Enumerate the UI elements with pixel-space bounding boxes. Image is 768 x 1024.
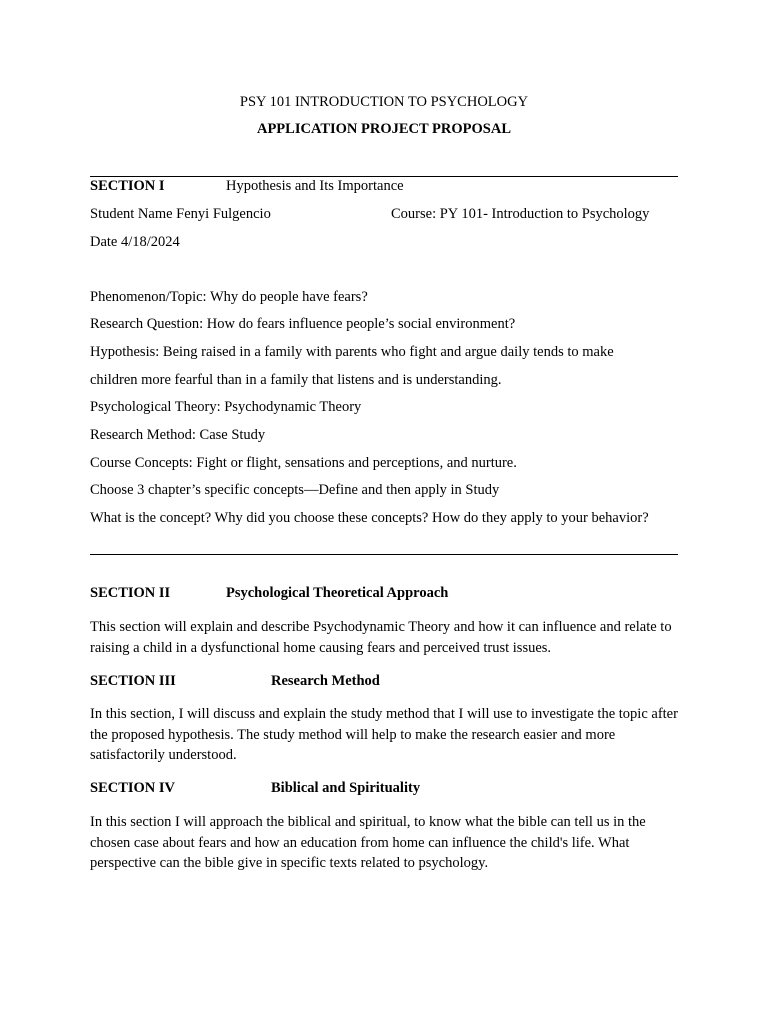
section-2-label: SECTION II <box>90 585 171 601</box>
section-3-title: Research Method <box>271 673 380 689</box>
topic-line: Phenomenon/Topic: Why do people have fears? <box>90 289 368 305</box>
student-name: Student Name Fenyi Fulgencio <box>90 206 271 222</box>
section-4-label: SECTION IV <box>90 780 176 796</box>
hypothesis-line: Hypothesis: Being raised in a family with parents who fight and argue daily tends to make <box>90 344 614 360</box>
section-2-title: Psychological Theoretical Approach <box>226 585 449 601</box>
section-3-label: SECTION III <box>90 673 176 689</box>
section-3-body: In this section, I will discuss and explain the study method that I will use to investigate the topic after the proposed hypothesis. The study method will help to make the research easier and more satisfactorily understood. <box>90 706 678 763</box>
date: Date 4/18/2024 <box>90 234 180 250</box>
chapter-concepts-line: Choose 3 chapter’s specific concepts—Define and then apply in Study <box>90 482 500 498</box>
concept-questions-line: What is the concept? Why did you choose these concepts? How do they apply to your behavior? <box>90 510 649 526</box>
document-title: APPLICATION PROJECT PROPOSAL <box>256 121 512 137</box>
section-1-title: Hypothesis and Its Importance <box>226 178 404 194</box>
section-4-title: Biblical and Spirituality <box>271 780 421 796</box>
concepts-line: Course Concepts: Fight or flight, sensations and perceptions, and nurture. <box>90 455 517 471</box>
course-title: PSY 101 INTRODUCTION TO PSYCHOLOGY <box>239 94 529 110</box>
top-divider <box>90 176 678 177</box>
hypothesis-line-continued: children more fearful than in a family that listens and is understanding. <box>90 372 502 388</box>
method-line: Research Method: Case Study <box>90 427 266 443</box>
section-2-body: This section will explain and describe Psychodynamic Theory and how it can influence and relate to raising a child in a dysfunctional home causing fears and perceived trust issues. <box>90 619 672 656</box>
theory-line: Psychological Theory: Psychodynamic Theory <box>90 399 362 415</box>
research-question-line: Research Question: How do fears influence people’s social environment? <box>90 316 516 332</box>
section-1-label: SECTION I <box>90 178 165 194</box>
course-name: Course: PY 101- Introduction to Psychology <box>391 206 650 222</box>
middle-divider <box>90 554 678 555</box>
section-4-body: In this section I will approach the biblical and spiritual, to know what the bible can tell us in the chosen case about fears and how an education from home can influence the child's life. What perspective can the bible give in specific texts related to psychology. <box>90 814 646 871</box>
